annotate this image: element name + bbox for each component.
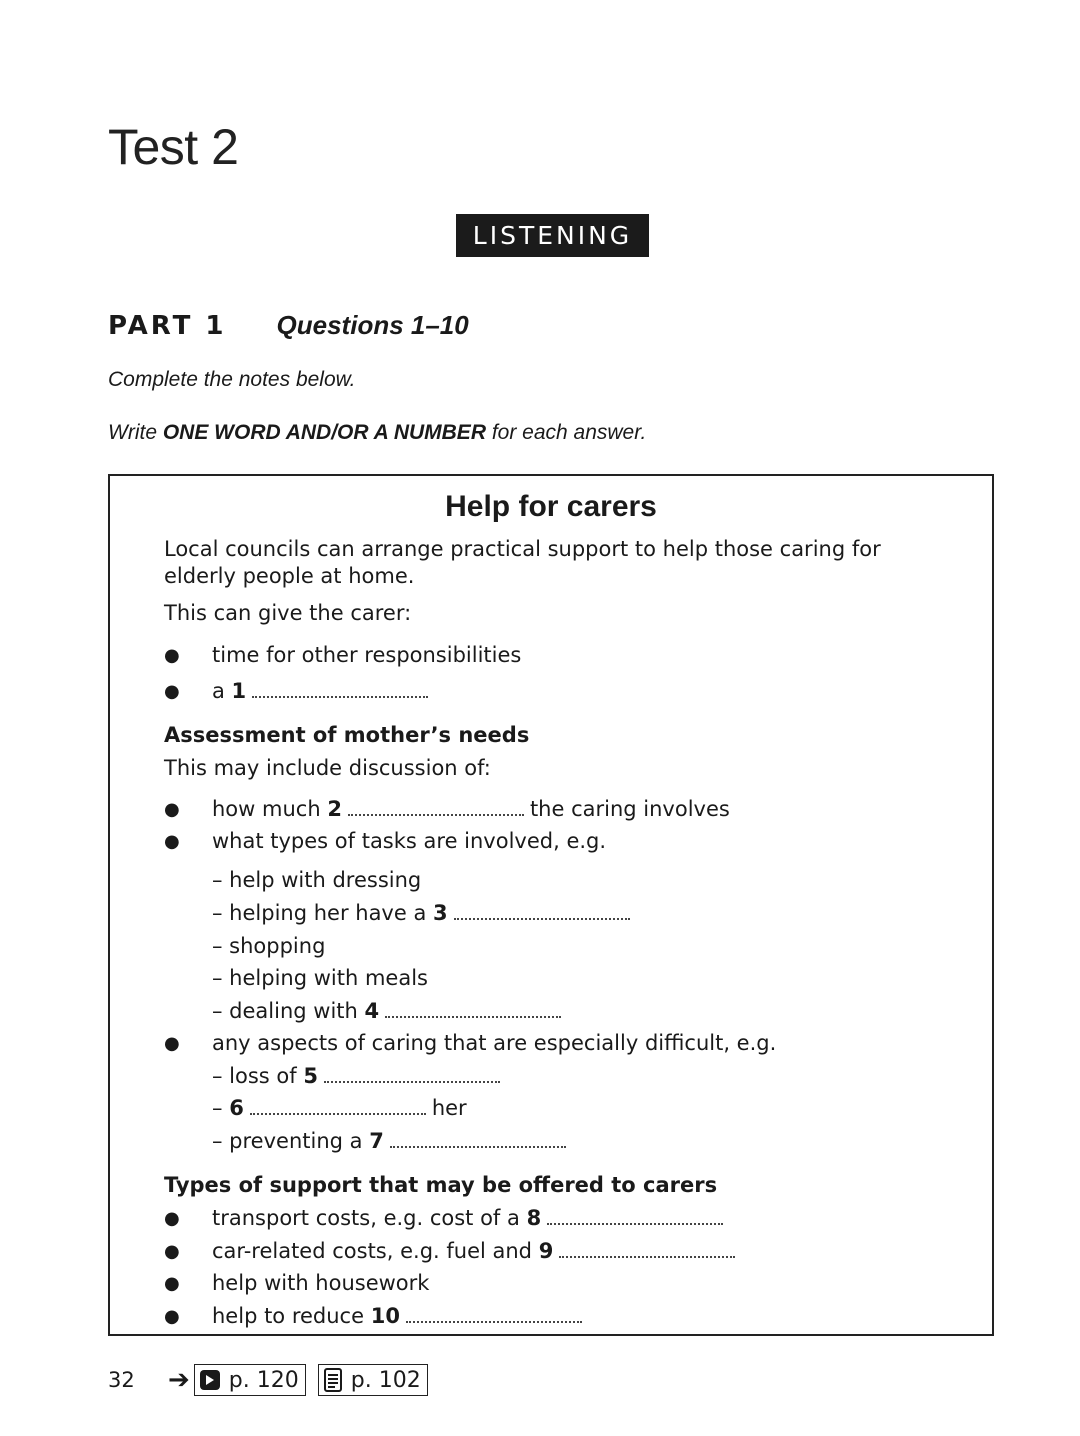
question-number: 4 [364,999,380,1023]
difficult-item-q7 [212,1128,572,1155]
bullet-icon: ● [164,645,180,666]
arrow-right-icon: ➔ [168,1365,190,1395]
assessment-intro: This may include discussion of: [164,756,491,780]
answer-blank[interactable] [547,1219,723,1225]
difficult-item-q5 [212,1063,506,1090]
item-text: transport costs, e.g. cost of a [212,1206,527,1230]
question-number: 2 [327,797,342,821]
question-number: 7 [369,1129,384,1153]
item-text: – helping her have a [212,901,434,925]
task-item: – help with dressing [212,868,422,892]
answer-key-icon [323,1368,343,1392]
item-text: her [431,1096,467,1120]
support-item-q8 [212,1205,729,1232]
difficult-line: any aspects of caring that are especially difficult, e.g. [212,1031,777,1055]
answer-blank[interactable] [348,810,524,816]
item-text: – loss of [212,1064,304,1088]
answer-blank[interactable] [454,914,630,920]
answer-blank[interactable] [390,1142,566,1148]
item-text: car-related costs, e.g. fuel and [212,1239,539,1263]
bullet-icon: ● [164,799,180,820]
task-item-q3 [212,900,636,927]
test-title: Test 2 [108,119,239,175]
question-number: 1 [231,679,247,703]
item-text: – [212,1096,230,1120]
part-label: PART 1 [108,311,227,341]
instruction-emphasis: ONE WORD AND/OR A NUMBER [162,421,486,444]
answer-blank[interactable] [252,692,428,698]
instruction-word-limit [108,421,646,445]
bullet-icon: ● [164,1033,180,1054]
give-line: This can give the carer: [164,601,412,625]
part-header [108,310,469,341]
instruction-text: Write [108,421,163,444]
notes-title: Help for carers [445,490,657,523]
notes-intro: Local councils can arrange practical support to help those caring for elderly people at home. [164,537,881,588]
page-footer [108,1364,440,1396]
support-heading: Types of support that may be offered to carers [164,1173,718,1197]
question-number: 3 [433,901,448,925]
question-number: 5 [303,1064,318,1088]
answer-blank[interactable] [324,1077,500,1083]
support-item: help with housework [212,1271,430,1295]
question-number: 8 [526,1206,542,1230]
item-text: a [212,679,232,703]
task-item: – helping with meals [212,966,428,990]
bullet-icon: ● [164,681,180,702]
support-item-q9 [212,1238,741,1265]
bullet-icon: ● [164,1273,180,1294]
give-item: time for other responsibilities [212,643,522,667]
assess-types: what types of tasks are involved, e.g. [212,829,607,853]
answer-blank[interactable] [406,1317,582,1323]
notes-box [108,474,994,1336]
support-item-q10 [212,1303,588,1330]
bullet-icon: ● [164,1241,180,1262]
item-text: – preventing a [212,1129,370,1153]
audio-script-page: p. 120 [228,1367,299,1393]
answer-key-reference[interactable] [318,1364,428,1396]
give-item-q1 [212,678,434,705]
item-text: help to reduce [212,1304,371,1328]
audio-script-reference[interactable] [194,1364,306,1396]
answer-blank[interactable] [385,1012,561,1018]
item-text: – dealing with [212,999,365,1023]
questions-label: Questions 1–10 [276,310,469,340]
answer-blank[interactable] [250,1109,426,1115]
section-badge: LISTENING [456,214,649,257]
assessment-heading: Assessment of mother’s needs [164,723,530,747]
bullet-icon: ● [164,1306,180,1327]
question-number: 6 [229,1096,244,1120]
answer-blank[interactable] [559,1252,735,1258]
assess-item-q2 [212,796,730,823]
bullet-icon: ● [164,1208,180,1229]
difficult-item-q6 [212,1095,467,1122]
page-number: 32 [108,1368,135,1392]
item-text: the caring involves [529,797,730,821]
bullet-icon: ● [164,831,180,852]
task-item: – shopping [212,934,326,958]
task-item-q4 [212,998,567,1025]
question-number: 9 [538,1239,554,1263]
instruction-complete: Complete the notes below. [108,368,356,391]
question-number: 10 [370,1304,400,1328]
audio-script-icon [199,1369,221,1391]
answer-key-page: p. 102 [350,1367,421,1393]
instruction-text: for each answer. [485,421,647,444]
item-text: how much [212,797,328,821]
